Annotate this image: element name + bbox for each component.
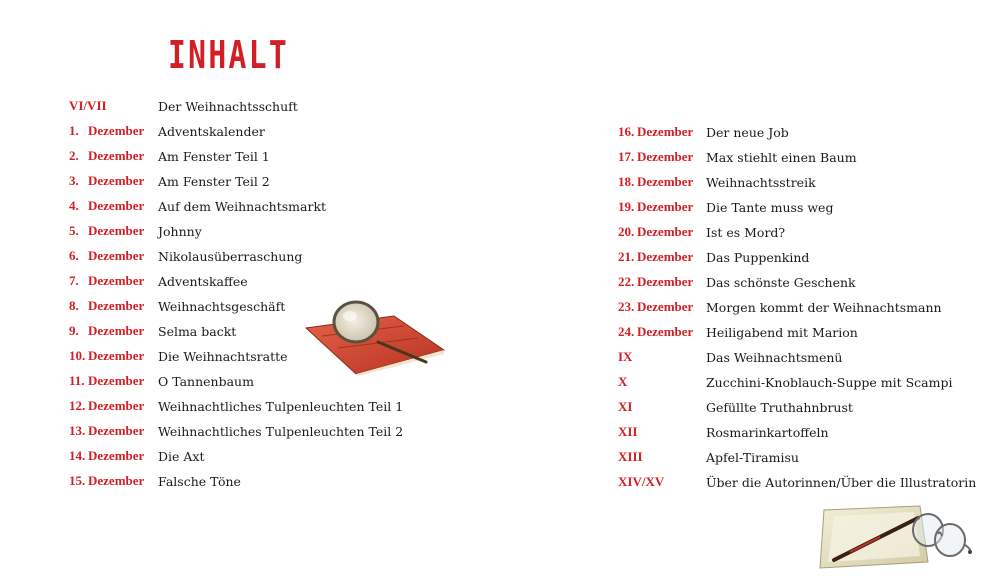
toc-entry-title: Über die Autorinnen/Über die Illustratorin	[706, 474, 977, 490]
toc-entry-month: Dezember	[88, 173, 145, 188]
toc-entry-title: Adventskalender	[158, 123, 265, 139]
toc-entry-index: IX	[618, 349, 633, 364]
toc-entry-index: 6.	[69, 248, 79, 263]
toc-entry-title: Der Weihnachtsschuft	[158, 98, 298, 114]
toc-entry-index: 5.	[69, 223, 79, 238]
toc-entry-index: 4.	[69, 198, 79, 213]
toc-entry-month: Dezember	[637, 174, 694, 189]
toc-entry-number	[618, 124, 708, 140]
toc-entry-index: 16.	[618, 124, 635, 139]
toc-entry-month: Dezember	[88, 248, 145, 263]
toc-entry-number	[618, 374, 708, 390]
toc-entry-index: VI/VII	[69, 98, 107, 113]
toc-entry-index: 13.	[69, 423, 86, 438]
toc-entry-month: Dezember	[637, 274, 694, 289]
toc-entry-title: Zucchini-Knoblauch-Suppe mit Scampi	[706, 374, 953, 390]
toc-entry-title: Heiligabend mit Marion	[706, 324, 858, 340]
toc-entry-title: Morgen kommt der Weihnachtsmann	[706, 299, 942, 315]
toc-entry-title: Das schönste Geschenk	[706, 274, 856, 290]
toc-entry-index: X	[618, 374, 628, 389]
toc-entry-number	[69, 423, 159, 439]
toc-entry-number	[69, 473, 159, 489]
toc-entry-index: 24.	[618, 324, 635, 339]
toc-entry-number	[618, 349, 708, 365]
toc-entry-number	[69, 273, 159, 289]
toc-entry-number	[69, 348, 159, 364]
toc-entry-number	[69, 148, 159, 164]
toc-entry-number	[69, 298, 159, 314]
toc-entry-title: Weihnachtsstreik	[706, 174, 816, 190]
toc-entry-title: Der neue Job	[706, 124, 789, 140]
toc-entry	[69, 270, 469, 292]
toc-entry-month: Dezember	[637, 299, 694, 314]
toc-entry-number	[69, 323, 159, 339]
toc-entry-title: Das Puppenkind	[706, 249, 810, 265]
toc-entry-number	[69, 448, 159, 464]
toc-entry-number	[618, 424, 708, 440]
toc-entry-title: Die Tante muss weg	[706, 199, 834, 215]
toc-entry-title: Apfel-Tiramisu	[706, 449, 799, 465]
toc-entry-month: Dezember	[88, 348, 145, 363]
toc-entry	[618, 396, 1000, 418]
toc-entry-index: 9.	[69, 323, 79, 338]
toc-entry-title: Gefüllte Truthahnbrust	[706, 399, 853, 415]
pen-glasses-illustration	[810, 500, 980, 574]
page-title: INHALT	[168, 33, 290, 77]
toc-entry-index: 14.	[69, 448, 86, 463]
toc-entry-title: Weihnachtliches Tulpenleuchten Teil 2	[158, 423, 404, 439]
toc-entry-title: Johnny	[158, 223, 202, 239]
toc-entry-month: Dezember	[637, 199, 694, 214]
toc-entry-title: Nikolausüberraschung	[158, 248, 303, 264]
toc-entry	[69, 445, 469, 467]
toc-entry	[69, 170, 469, 192]
toc-entry-number	[69, 248, 159, 264]
toc-entry	[618, 246, 1000, 268]
toc-entry-month: Dezember	[637, 224, 694, 239]
toc-entry	[618, 471, 1000, 493]
toc-entry-number	[618, 249, 708, 265]
toc-entry	[618, 121, 1000, 143]
toc-entry-title: Rosmarinkartoffeln	[706, 424, 829, 440]
toc-entry-title: Auf dem Weihnachtsmarkt	[158, 198, 327, 214]
toc-entry-title: Max stiehlt einen Baum	[706, 149, 857, 165]
toc-entry-index: XIV/XV	[618, 474, 665, 489]
toc-entry-month: Dezember	[637, 249, 694, 264]
toc-entry-index: 8.	[69, 298, 79, 313]
toc-entry-month: Dezember	[88, 423, 145, 438]
toc-entry	[69, 395, 469, 417]
toc-entry-index: 1.	[69, 123, 79, 138]
toc-entry	[69, 95, 469, 117]
toc-entry-number	[618, 274, 708, 290]
toc-entry	[618, 271, 1000, 293]
toc-entry	[69, 245, 469, 267]
toc-entry-title: Das Weihnachtsmenü	[706, 349, 843, 365]
toc-entry	[69, 420, 469, 442]
toc-entry-title: Am Fenster Teil 1	[158, 148, 270, 164]
toc-entry	[618, 371, 1000, 393]
toc-entry-number	[69, 123, 159, 139]
toc-entry-index: XIII	[618, 449, 643, 464]
toc-entry-index: 3.	[69, 173, 79, 188]
toc-entry-number	[69, 373, 159, 389]
toc-entry-title: Weihnachtliches Tulpenleuchten Teil 1	[158, 398, 404, 414]
toc-entry	[618, 221, 1000, 243]
toc-entry-index: 18.	[618, 174, 635, 189]
toc-entry-number	[618, 324, 708, 340]
toc-entry-index: 7.	[69, 273, 79, 288]
toc-entry-title: Selma backt	[158, 323, 237, 339]
toc-entry-month: Dezember	[88, 448, 145, 463]
toc-entry-number	[69, 398, 159, 414]
toc-entry-number	[618, 224, 708, 240]
toc-entry	[69, 470, 469, 492]
toc-entry-index: 15.	[69, 473, 86, 488]
toc-entry-title: Am Fenster Teil 2	[158, 173, 270, 189]
toc-entry-title: O Tannenbaum	[158, 373, 254, 389]
toc-entry-month: Dezember	[88, 323, 145, 338]
toc-entry-title: Die Weihnachtsratte	[158, 348, 288, 364]
toc-entry-index: 19.	[618, 199, 635, 214]
toc-entry-month: Dezember	[88, 298, 145, 313]
toc-entry-index: 20.	[618, 224, 635, 239]
toc-entry-title: Falsche Töne	[158, 473, 241, 489]
toc-entry-month: Dezember	[88, 273, 145, 288]
toc-entry	[69, 145, 469, 167]
toc-entry-number	[618, 399, 708, 415]
toc-entry-number	[618, 299, 708, 315]
toc-entry-month: Dezember	[88, 148, 145, 163]
toc-entry-number	[618, 449, 708, 465]
toc-entry	[618, 446, 1000, 468]
toc-entry-month: Dezember	[88, 398, 145, 413]
toc-entry-number	[618, 199, 708, 215]
toc-entry-number	[618, 474, 708, 490]
toc-entry-month: Dezember	[637, 324, 694, 339]
toc-entry	[618, 296, 1000, 318]
toc-entry	[69, 195, 469, 217]
toc-entry-number	[618, 149, 708, 165]
toc-entry-number	[69, 223, 159, 239]
toc-entry-number	[618, 174, 708, 190]
toc-entry-title: Die Axt	[158, 448, 205, 464]
toc-entry-index: 21.	[618, 249, 635, 264]
toc-entry	[69, 220, 469, 242]
toc-entry-month: Dezember	[88, 223, 145, 238]
toc-entry-index: XI	[618, 399, 633, 414]
toc-entry	[618, 171, 1000, 193]
toc-entry-title: Weihnachtsgeschäft	[158, 298, 286, 314]
magnifier-book-illustration	[298, 296, 446, 376]
toc-entry-title: Ist es Mord?	[706, 224, 786, 240]
toc-entry-number	[69, 173, 159, 189]
toc-entry-index: 12.	[69, 398, 86, 413]
toc-entry-month: Dezember	[88, 198, 145, 213]
toc-entry-index: 17.	[618, 149, 635, 164]
toc-entry-month: Dezember	[88, 473, 145, 488]
toc-entry-index: 23.	[618, 299, 635, 314]
toc-entry-number	[69, 98, 159, 114]
toc-entry	[618, 421, 1000, 443]
toc-entry	[618, 146, 1000, 168]
toc-entry-index: 22.	[618, 274, 635, 289]
toc-entry	[69, 120, 469, 142]
toc-entry-month: Dezember	[637, 124, 694, 139]
toc-entry-month: Dezember	[637, 149, 694, 164]
toc-entry	[618, 196, 1000, 218]
toc-entry-month: Dezember	[88, 123, 145, 138]
toc-entry	[618, 321, 1000, 343]
toc-entry-index: 11.	[69, 373, 85, 388]
toc-entry-month: Dezember	[88, 373, 145, 388]
toc-entry-index: 2.	[69, 148, 79, 163]
toc-entry	[618, 346, 1000, 368]
toc-entry-index: 10.	[69, 348, 86, 363]
toc-entry-title: Adventskaffee	[158, 273, 248, 289]
toc-entry-index: XII	[618, 424, 638, 439]
toc-entry-number	[69, 198, 159, 214]
